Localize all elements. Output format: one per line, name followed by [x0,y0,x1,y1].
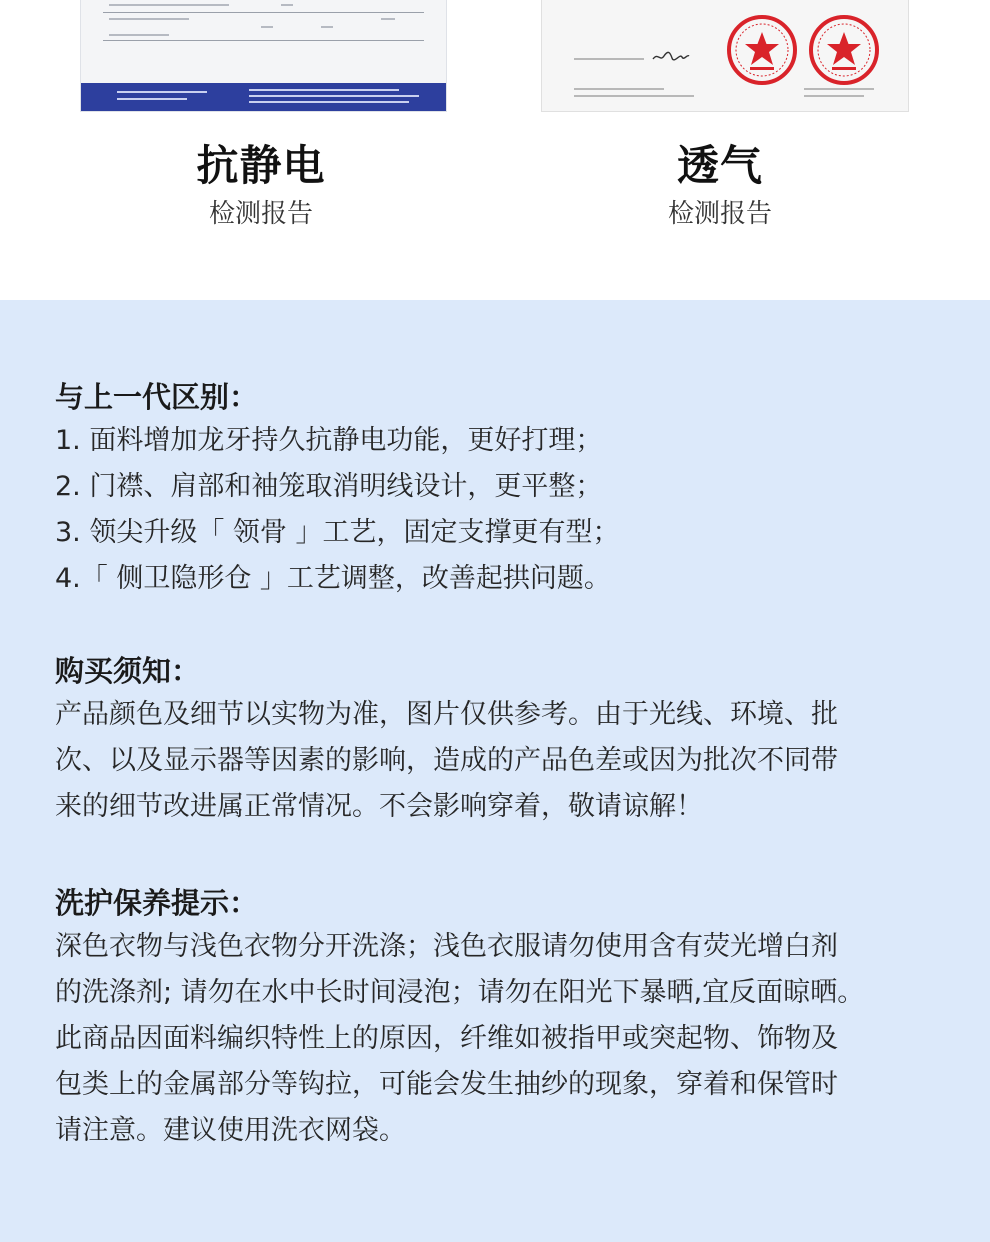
paragraph-line: 来的细节改进属正常情况。不会影响穿着，敬请谅解！ [55,791,703,822]
care-tips-section [55,882,955,1154]
antistatic-report-caption [111,138,411,234]
report-footer-band [81,83,446,111]
paragraph-line: 次、以及显示器等因素的影响，造成的产品色差或因为批次不同带 [55,745,838,776]
report-title: 透气 [676,141,763,190]
paragraph-line: 的洗涤剂; 请勿在水中长时间浸泡；请勿在阳光下暴晒,宜反面晾晒。 [55,977,865,1008]
section-title: 洗护保养提示： [55,886,259,920]
paragraph-line: 产品颜色及细节以实物为准，图片仅供参考。由于光线、环境、批 [55,699,838,730]
seal-stamp-icon [726,14,798,86]
paragraph-line: 请注意。建议使用洗衣网袋。 [55,1115,406,1146]
paragraph-line: 包类上的金属部分等钩拉，可能会发生抽纱的现象，穿着和保管时 [55,1069,838,1100]
breathability-report-caption [570,138,870,234]
report-subtitle: 检测报告 [667,199,772,229]
report-title: 抗静电 [196,141,326,190]
differences-section [55,376,955,602]
list-item: 3. 领尖升级「 领骨 」工艺，固定支撑更有型； [55,517,620,548]
paragraph-line: 深色衣物与浅色衣物分开洗涤；浅色衣服请勿使用含有荧光增白剂 [55,931,838,962]
paragraph-line: 此商品因面料编织特性上的原因，纤维如被指甲或突起物、饰物及 [55,1023,838,1054]
breathability-report-image [541,0,909,112]
signature-icon [652,50,690,64]
antistatic-report-image [80,0,447,112]
purchase-notice-section [55,650,955,830]
report-thumbnails-area [0,0,990,300]
report-subtitle: 检测报告 [208,199,313,229]
seal-stamp-icon [808,14,880,86]
section-title: 与上一代区别： [55,380,259,414]
section-title: 购买须知： [55,654,201,688]
list-item: 4.「 侧卫隐形仓 」工艺调整，改善起拱问题。 [55,563,611,594]
list-item: 1. 面料增加龙牙持久抗静电功能，更好打理； [55,425,603,456]
list-item: 2. 门襟、肩部和袖笼取消明线设计，更平整； [55,471,603,502]
info-panel [0,300,990,1242]
